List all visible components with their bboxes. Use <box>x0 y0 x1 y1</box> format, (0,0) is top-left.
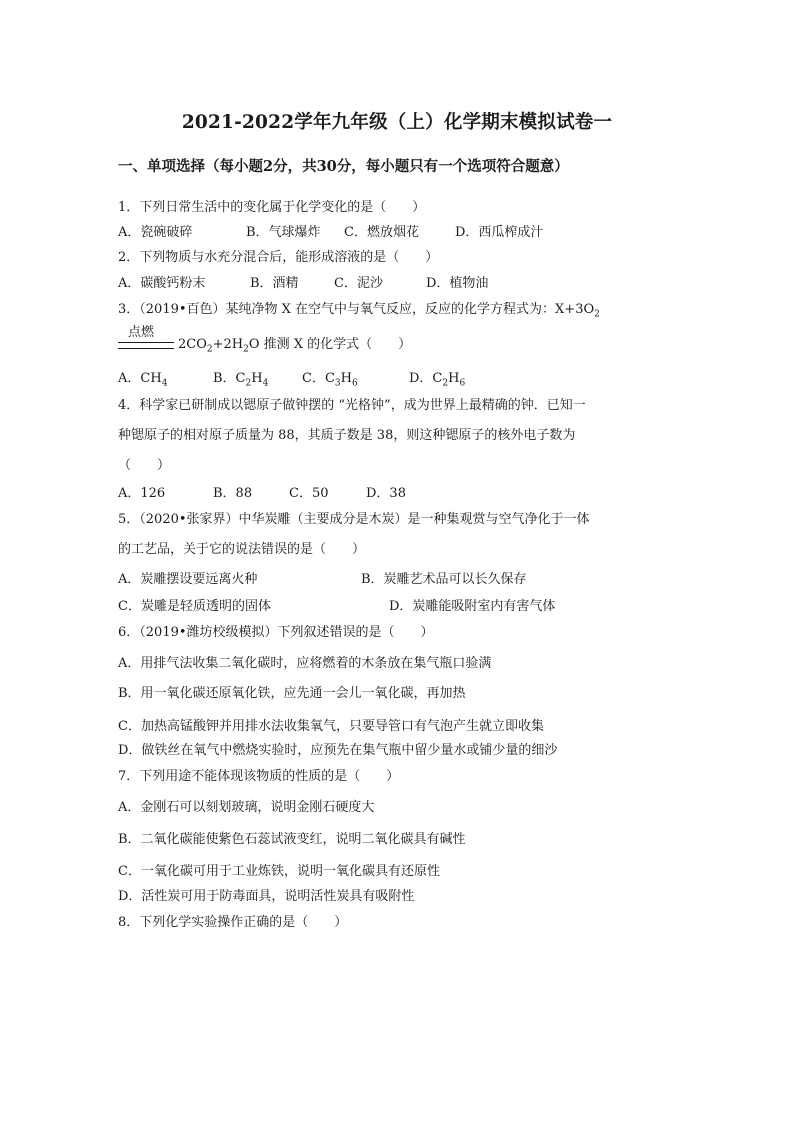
q1-option-d: D．西瓜榨成汁 <box>455 225 544 240</box>
page-title: 2021-2022学年九年级（上）化学期末模拟试卷一 <box>181 112 613 133</box>
q4-option-b: B．88 <box>213 486 253 501</box>
question-4-line-2: 种锶原子的相对原子质量为 88，其质子数是 38，则这种锶原子的核外电子数为 <box>118 428 576 443</box>
question-7-stem: 7．下列用途不能体现该物质的性质的是（ ） <box>118 769 400 784</box>
q3-option-b: B．$C_2H_4$ <box>213 371 269 389</box>
question-6-stem: 6．（2019•潍坊校级模拟）下列叙述错误的是（ ） <box>118 625 434 640</box>
question-3-stem: 3．（2019•百色）某纯净物 X 在空气中与氧气反应，反应的化学方程式为：$X+3O_2$ <box>118 302 600 320</box>
question-4-line-1: 4．科学家已研制成以锶原子做钟摆的 “光格钟”，成为世界上最精确的钟．已知一 <box>118 398 586 413</box>
q2-option-a: A．碳酸钙粉末 <box>118 276 206 291</box>
q1-option-a: A．瓷碗破碎 <box>118 225 193 240</box>
question-2-stem: 2．下列物质与水充分混合后，能形成溶液的是（ ） <box>118 250 439 265</box>
q5-option-d: D．炭雕能吸附室内有害气体 <box>389 599 556 614</box>
q2-option-c: C．泥沙 <box>334 276 383 291</box>
q6-option-d: D．做铁丝在氧气中燃烧实验时，应预先在集气瓶中留少量水或铺少量的细沙 <box>118 743 558 758</box>
q5-option-c: C．炭雕是轻质透明的固体 <box>118 599 271 614</box>
reaction-condition: 点燃 <box>128 325 155 340</box>
q7-option-b: B．二氧化碳能使紫色石蕊试液变红，说明二氧化碳具有碱性 <box>118 832 466 847</box>
q4-option-d: D．38 <box>366 486 406 501</box>
q2-option-b: B．酒精 <box>250 276 299 291</box>
section-heading: 一、单项选择（每小题2分，共30分，每小题只有一个选项符合题意） <box>118 158 569 175</box>
q7-option-d: D．活性炭可用于防毒面具，说明活性炭具有吸附性 <box>118 889 415 904</box>
reaction-arrow <box>118 342 174 349</box>
q2-option-d: D．植物油 <box>426 276 489 291</box>
q5-option-a: A．炭雕摆设要远离火种 <box>118 572 258 587</box>
question-8-stem: 8．下列化学实验操作正确的是（ ） <box>118 915 348 930</box>
q3-option-a: A．$CH_4$ <box>118 371 168 389</box>
q7-option-a: A．金刚石可以刻划玻璃，说明金刚石硬度大 <box>118 800 375 815</box>
question-5-line-2: 的工艺品，关于它的说法错误的是（ ） <box>118 542 366 557</box>
question-3-equation: $2CO_2+2H_2O$ 推测 X 的化学式（ ） <box>178 337 412 355</box>
q4-option-c: C．50 <box>289 486 329 501</box>
q6-option-a: A．用排气法收集二氧化碳时，应将燃着的木条放在集气瓶口验满 <box>118 656 492 671</box>
q5-option-b: B．炭雕艺术品可以长久保存 <box>361 572 527 587</box>
q3-option-c: C．$C_3H_6$ <box>302 371 358 389</box>
question-5-line-1: 5．（2020•张家界）中华炭雕（主要成分是木炭）是一种集观赏与空气净化于一体 <box>118 512 590 527</box>
q3-option-d: D．$C_2H_6$ <box>409 371 466 389</box>
question-4-line-3: （ ） <box>118 458 171 473</box>
q6-option-b: B．用一氧化碳还原氧化铁，应先通一会儿一氧化碳，再加热 <box>118 686 466 701</box>
q6-option-c: C．加热高锰酸钾并用排水法收集氧气，只要导管口有气泡产生就立即收集 <box>118 719 544 734</box>
q1-option-b: B．气球爆炸 <box>246 225 321 240</box>
q4-option-a: A．126 <box>118 486 166 501</box>
q7-option-c: C．一氧化碳可用于工业炼铁，说明一氧化碳具有还原性 <box>118 864 440 879</box>
q1-option-c: C．燃放烟花 <box>344 225 419 240</box>
question-1-stem: 1．下列日常生活中的变化属于化学变化的是（ ） <box>118 200 426 215</box>
